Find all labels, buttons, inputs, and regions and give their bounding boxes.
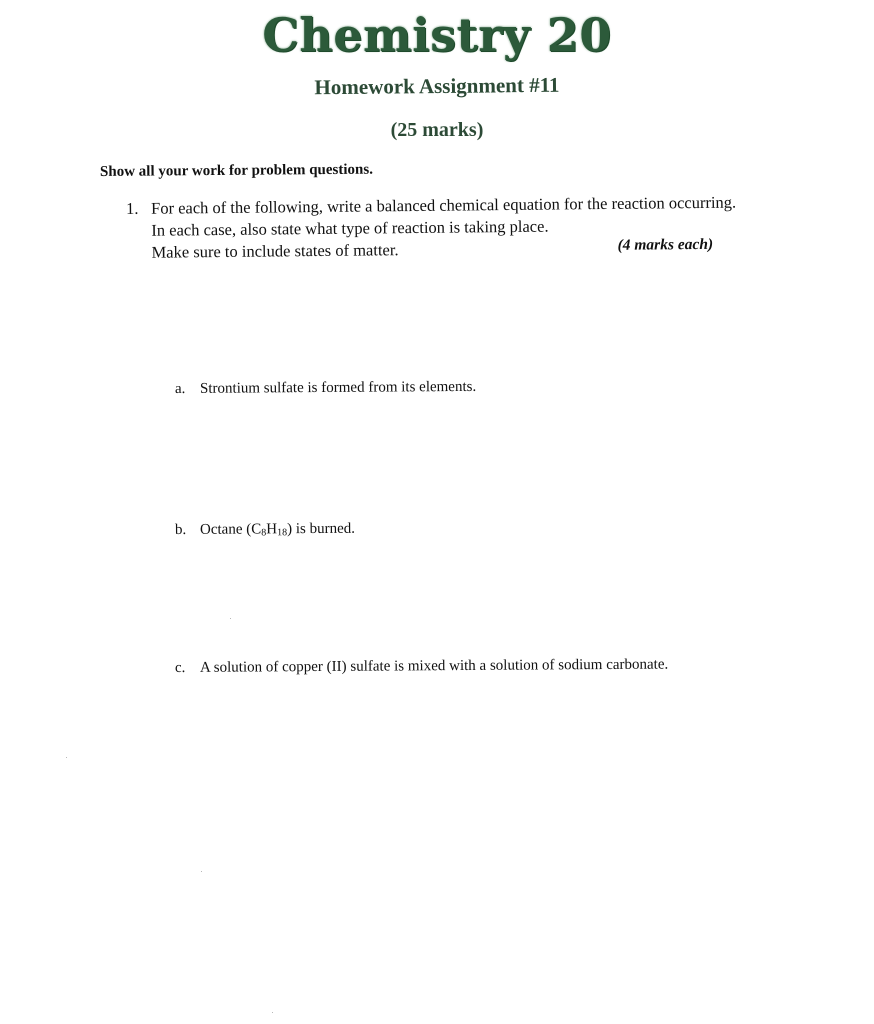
total-marks: (25 marks) [390, 119, 484, 141]
part-letter: c. [174, 659, 186, 676]
part-text-mid: H [266, 521, 278, 538]
question-1-line-1: For each of the following, write a balanced chemical equation for the reaction occurring. [151, 192, 737, 218]
marks-each-label: (4 marks each) [617, 235, 714, 254]
scan-speck [230, 618, 231, 619]
part-text-after: ) is burned. [287, 520, 356, 538]
part-letter: b. [174, 521, 187, 538]
subscript-carbon: 8 [261, 527, 267, 539]
question-1 [126, 191, 776, 262]
question-1a [175, 379, 476, 398]
scan-speck [66, 757, 67, 758]
part-text: A solution of copper (II) sulfate is mixed with a solution of sodium carbonate. [199, 656, 669, 676]
page-title: Chemistry 20 [262, 8, 612, 62]
scan-speck [201, 871, 202, 872]
question-1c [175, 657, 668, 677]
question-1-line-3: Make sure to include states of matter. [151, 240, 399, 262]
question-1b [175, 521, 355, 539]
part-text-before: Octane (C [199, 521, 262, 538]
part-text: Strontium sulfate is formed from its elements. [199, 378, 477, 397]
scan-speck [272, 1012, 273, 1013]
question-1-line-2: In each case, also state what type of reaction is taking place. [151, 216, 549, 240]
assignment-subtitle: Homework Assignment #11 [314, 72, 560, 100]
part-letter: a. [174, 380, 186, 397]
instruction-text: Show all your work for problem questions. [99, 161, 374, 180]
question-number: 1. [126, 198, 139, 218]
subscript-hydrogen: 18 [277, 527, 288, 539]
question-1-prompt [151, 191, 777, 264]
